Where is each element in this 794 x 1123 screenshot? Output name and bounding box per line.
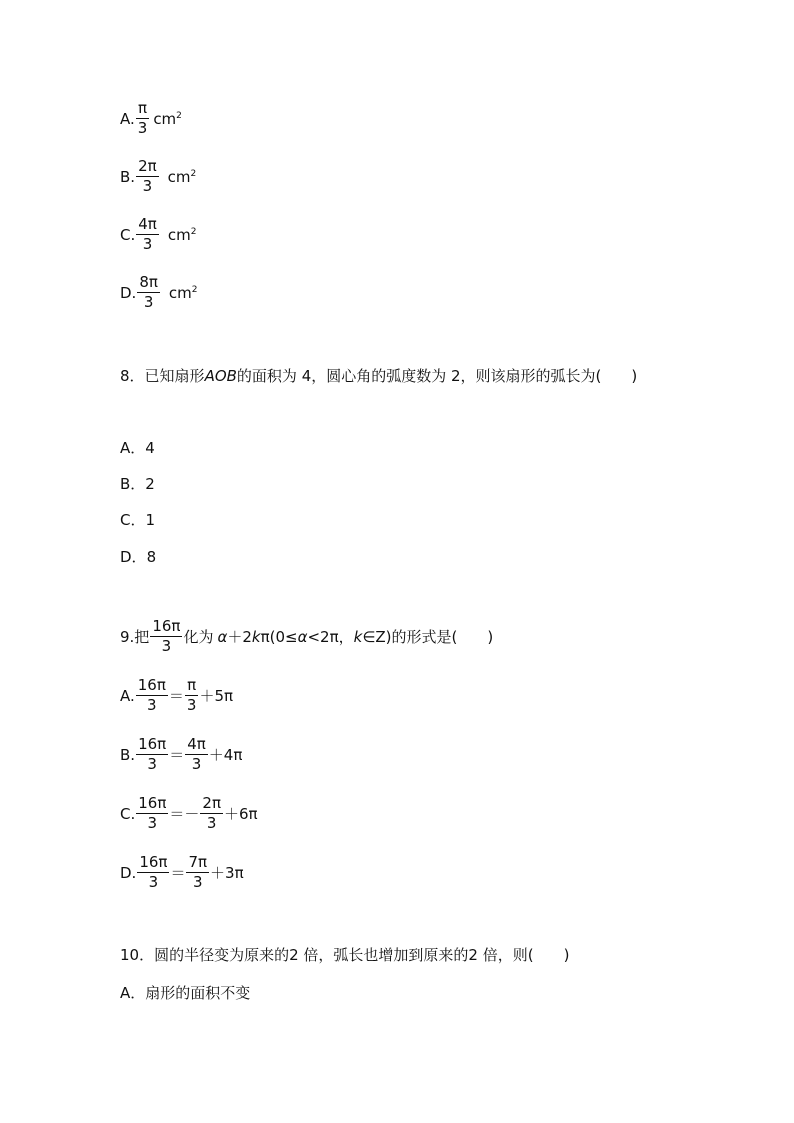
option-value: ＋6π xyxy=(223,805,258,823)
question-text: 已知扇形 xyxy=(144,367,205,385)
fraction xyxy=(185,736,208,773)
option-label: D． xyxy=(120,548,147,566)
equals-sign: ＝ xyxy=(169,746,185,764)
option-label: A. xyxy=(120,686,135,705)
fraction xyxy=(136,795,168,832)
q7-option-a xyxy=(120,100,182,137)
fraction-denominator: 3 xyxy=(142,177,153,195)
q7-option-b xyxy=(120,158,196,195)
option-label: A． xyxy=(120,439,146,457)
equals-sign: ＝ xyxy=(170,864,186,882)
option-label: C． xyxy=(120,511,146,529)
fraction-numerator: 16π xyxy=(137,676,166,694)
fraction-numerator: 2π xyxy=(202,794,221,812)
option-value: ＋4π xyxy=(208,746,243,764)
q8-question xyxy=(120,358,680,394)
fraction-denominator: 3 xyxy=(147,755,157,773)
option-label: C. xyxy=(120,804,136,823)
fraction-numerator: 8π xyxy=(139,273,158,291)
fraction-denominator: 3 xyxy=(143,293,154,311)
equals-sign: ＝ xyxy=(168,687,184,705)
q8-option-a xyxy=(120,438,155,458)
q8-option-b xyxy=(120,474,155,494)
unit-text: cm xyxy=(167,225,191,244)
unit-exponent: 2 xyxy=(191,284,198,295)
question-variable: α xyxy=(217,627,228,646)
fraction xyxy=(150,618,182,655)
fraction-denominator: 3 xyxy=(137,119,148,137)
fraction xyxy=(136,736,168,773)
question-text: ＋2 xyxy=(227,628,252,646)
fraction xyxy=(185,677,199,714)
q8-option-c xyxy=(120,510,155,530)
question-number: 9.把 xyxy=(120,628,150,646)
fraction-denominator: 3 xyxy=(192,873,203,891)
equals-sign: ＝ xyxy=(169,805,185,823)
fraction xyxy=(137,274,160,311)
q9-question xyxy=(120,618,493,655)
fraction-denominator: 3 xyxy=(147,814,158,832)
option-label: A. xyxy=(120,109,135,128)
option-value: ＋3π xyxy=(210,864,244,882)
unit-text: cm xyxy=(168,283,192,302)
fraction-numerator: 2π xyxy=(138,157,157,175)
question-variable: AOB xyxy=(204,367,237,385)
fraction xyxy=(136,677,168,714)
q10-question xyxy=(120,945,569,965)
fraction-numerator: 16π xyxy=(138,735,167,753)
question-text: ∈Z)的形式是( ) xyxy=(362,628,494,646)
fraction xyxy=(136,158,159,195)
fraction-numerator: 4π xyxy=(187,735,206,753)
unit xyxy=(168,168,197,186)
option-label: B． xyxy=(120,475,146,493)
fraction-denominator: 3 xyxy=(186,696,197,714)
q7-option-c xyxy=(120,216,196,253)
unit-text: cm xyxy=(153,109,177,128)
fraction-numerator: π xyxy=(187,676,197,694)
fraction-numerator: 16π xyxy=(138,794,167,812)
unit-exponent: 2 xyxy=(190,168,197,179)
fraction-numerator: 16π xyxy=(152,617,181,635)
unit xyxy=(153,110,182,128)
unit-exponent: 2 xyxy=(176,110,182,121)
option-label: B. xyxy=(120,745,136,764)
option-label: D. xyxy=(120,863,137,882)
q8-option-d xyxy=(120,547,156,567)
fraction xyxy=(136,100,150,137)
fraction xyxy=(137,854,169,891)
q9-option-b xyxy=(120,736,242,773)
question-variable: k xyxy=(353,627,363,646)
fraction-denominator: 3 xyxy=(191,755,202,773)
option-value: ＋5π xyxy=(199,687,234,705)
question-number: 8． xyxy=(120,367,145,385)
fraction-numerator: 4π xyxy=(138,215,157,233)
question-variable: α xyxy=(297,627,308,646)
fraction-denominator: 3 xyxy=(206,814,217,832)
question-variable: k xyxy=(251,627,261,646)
unit-exponent: 2 xyxy=(190,226,197,237)
unit-text: cm xyxy=(167,167,191,186)
option-value: 2 xyxy=(145,475,155,493)
question-text: π(0≤ xyxy=(260,627,298,646)
question-text: 10．圆的半径变为原来的2 倍，弧长也增加到原来的2 倍，则( ) xyxy=(120,946,570,964)
question-text: <2π， xyxy=(307,628,354,646)
q9-option-c xyxy=(120,795,258,832)
option-label: B. xyxy=(120,167,136,186)
unit xyxy=(169,284,198,302)
q7-option-d xyxy=(120,274,198,311)
unit xyxy=(168,226,197,244)
option-label: A． xyxy=(120,984,146,1002)
sign: － xyxy=(184,805,200,823)
question-text: 化为 xyxy=(183,628,214,646)
fraction-numerator: 7π xyxy=(188,853,208,871)
option-value: 4 xyxy=(145,439,155,457)
question-text: 的面积为 4，圆心角的弧度数为 2，则该扇形的弧长为( ) xyxy=(236,367,638,385)
q9-option-a xyxy=(120,677,233,714)
fraction-denominator: 3 xyxy=(161,637,172,655)
q9-option-d xyxy=(120,854,244,891)
fraction-denominator: 3 xyxy=(148,873,159,891)
fraction-numerator: π xyxy=(138,99,148,117)
q10-option-a xyxy=(120,983,250,1003)
fraction-numerator: 16π xyxy=(139,853,168,871)
option-label: D. xyxy=(120,283,137,302)
option-label: C. xyxy=(120,225,136,244)
option-value: 扇形的面积不变 xyxy=(145,984,251,1002)
fraction xyxy=(136,216,159,253)
fraction xyxy=(186,854,209,891)
fraction-denominator: 3 xyxy=(142,235,153,253)
fraction xyxy=(200,795,223,832)
option-value: 8 xyxy=(146,548,157,566)
option-value: 1 xyxy=(145,511,156,529)
fraction-denominator: 3 xyxy=(147,696,157,714)
